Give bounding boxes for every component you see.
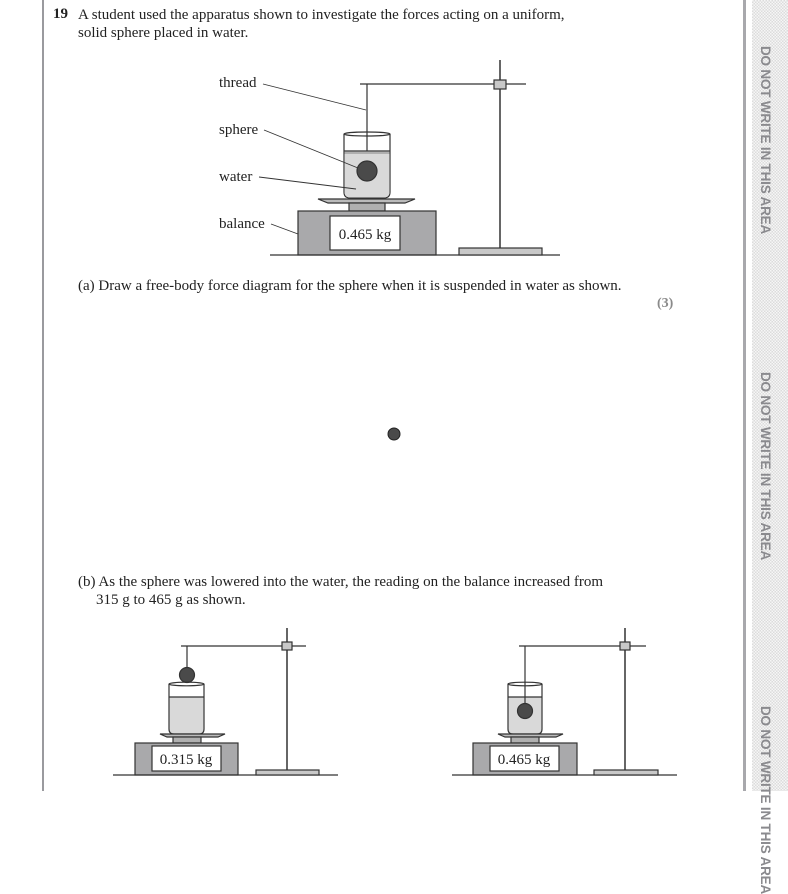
balance-reading-after: 0.465 kg (497, 752, 551, 768)
free-body-sphere-dot (388, 428, 400, 440)
balance-reading-before: 0.315 kg (159, 752, 213, 768)
main-apparatus-diagram (259, 60, 560, 255)
label-thread: thread (219, 75, 257, 91)
water-leader (259, 177, 356, 189)
apparatus-before-diagram (113, 628, 338, 775)
sphere (180, 668, 195, 683)
margin-warning-3: DO NOT WRITE IN THIS AREA (758, 706, 773, 894)
part-a-marks: (3) (657, 296, 674, 311)
part-b-line-1: (b) As the sphere was lowered into the water, the reading on the balance increased from (78, 574, 604, 590)
sphere (357, 161, 377, 181)
balance-leader (271, 224, 298, 234)
sphere (518, 704, 533, 719)
label-sphere: sphere (219, 122, 259, 138)
stand-base (459, 248, 542, 255)
question-intro-line-1: A student used the apparatus shown to investigate the forces acting on a uniform, (78, 7, 565, 23)
part-a-text: (a) Draw a free-body force diagram for the sphere when it is suspended in water as shown. (78, 278, 622, 294)
label-water: water (219, 169, 253, 185)
question-number: 19 (53, 6, 68, 22)
balance-reading-main: 0.465 kg (338, 227, 392, 243)
question-intro-line-2: solid sphere placed in water. (78, 25, 249, 41)
margin-warning-2: DO NOT WRITE IN THIS AREA (758, 372, 773, 560)
label-balance: balance (219, 216, 265, 232)
balance-pan (318, 199, 415, 203)
stand-clamp (494, 80, 506, 89)
margin-warning-1: DO NOT WRITE IN THIS AREA (758, 46, 773, 234)
balance-stem (349, 203, 385, 211)
part-b-line-2: 315 g to 465 g as shown. (96, 592, 246, 608)
thread-leader (263, 84, 366, 110)
apparatus-after-diagram (452, 628, 677, 775)
